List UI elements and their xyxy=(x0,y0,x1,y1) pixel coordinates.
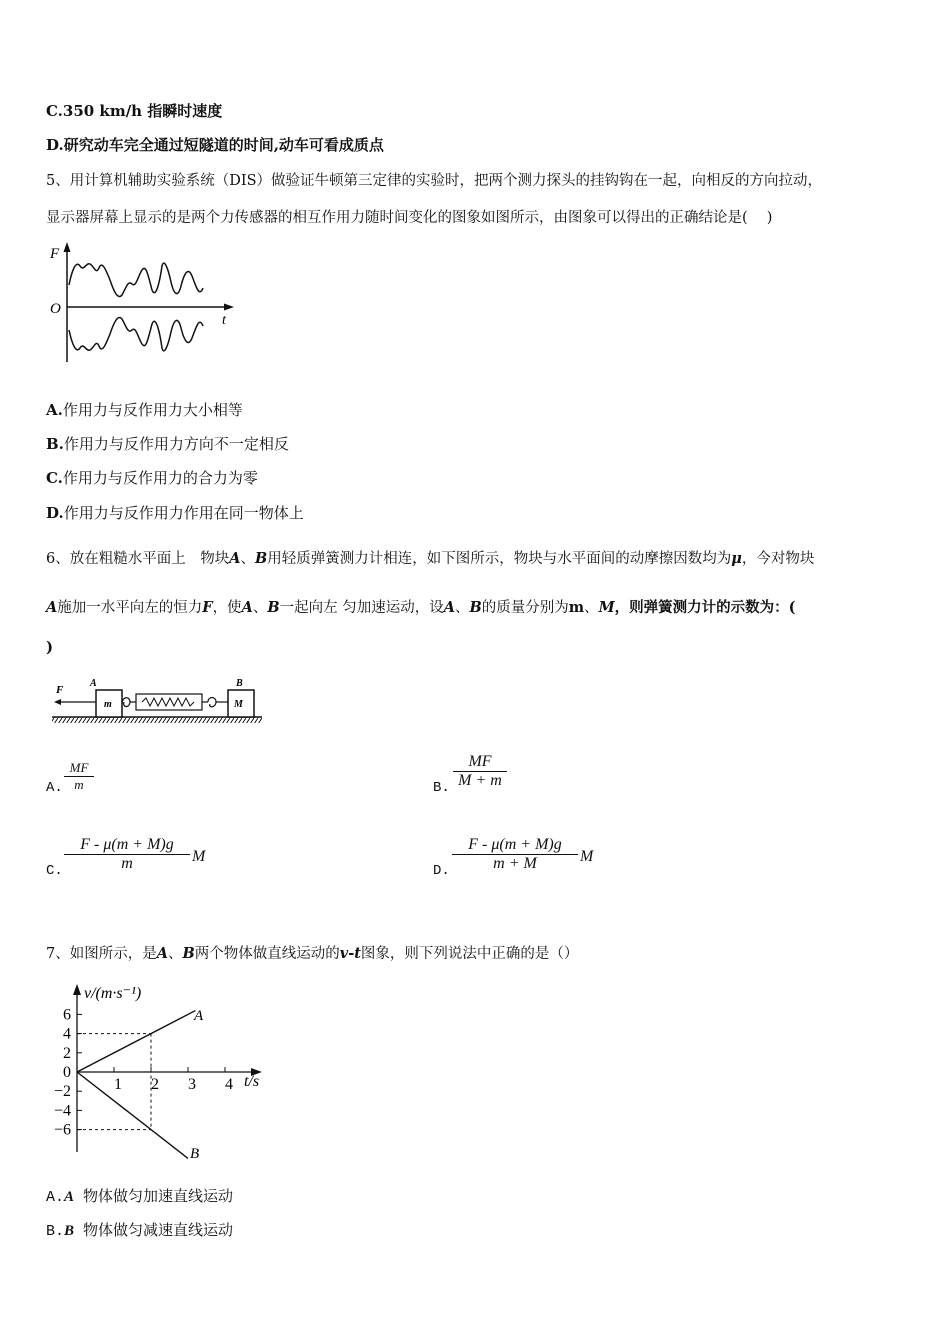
q6-stem-line1: 6、放在粗糙水平面上 物块A、B用轻质弹簧测力计相连，如下图所示，物块与水平面间的动摩擦因数均为μ，今对物块 xyxy=(46,550,815,567)
q6-block-b-mass: M xyxy=(234,699,243,710)
q5-origin-label: O xyxy=(50,301,61,317)
q6-option-a-fraction: MF m xyxy=(64,760,94,793)
q6-block-a-label: A xyxy=(90,678,97,689)
q7-y-tick-label: 0 xyxy=(63,1064,71,1081)
q4-option-d: D.研究动车完全通过短隧道的时间,动车可看成质点 xyxy=(46,136,384,154)
q6-option-a-label: A. xyxy=(46,780,63,796)
q7-y-tick-label: −2 xyxy=(53,1083,71,1101)
q7-y-tick-label: 4 xyxy=(63,1025,71,1043)
q6-block-a-mass: m xyxy=(104,699,112,710)
q7-vt-graph xyxy=(40,980,270,1160)
q7-y-tick-label: −4 xyxy=(53,1102,71,1120)
q7-series-a-line xyxy=(77,1011,195,1072)
q6-spring-figure xyxy=(50,676,270,726)
q5-option-d: D.作用力与反作用力作用在同一物体上 xyxy=(46,504,304,522)
q7-x-tick-label: 1 xyxy=(114,1076,122,1093)
q6-option-b-label: B. xyxy=(433,780,450,796)
q6-option-c-label: C. xyxy=(46,863,63,879)
q7-x-tick-label: 4 xyxy=(225,1076,233,1093)
q6-option-b-fraction: MF M + m xyxy=(453,753,507,790)
q6-option-c-multiplier: M xyxy=(192,848,206,865)
q6-option-d-multiplier: M xyxy=(580,848,594,865)
q5-option-c: C.作用力与反作用力的合力为零 xyxy=(46,469,258,487)
q7-y-axis-arrow xyxy=(73,984,81,995)
q4-option-c: C.350 km/h 指瞬时速度 xyxy=(46,102,223,120)
q6-stem-line2: A施加一水平向左的恒力F，使A、B一起向左 匀加速运动，设A、B的质量分别为m、M，则弹簧测力计的示数为：( xyxy=(46,599,796,616)
q7-y-tick-label: −6 xyxy=(53,1121,71,1139)
q7-option-b: B.B 物体做匀减速直线运动 xyxy=(46,1221,234,1240)
q5-y-axis-label: F xyxy=(50,246,60,262)
q6-block-b-label: B xyxy=(236,678,243,689)
q5-x-axis-label: t xyxy=(222,313,226,328)
q6-option-d-fraction: F - μ(m + M)g m + M xyxy=(452,836,578,873)
q7-x-tick-label: 3 xyxy=(188,1076,196,1093)
q5-stem-line1: 5、用计算机辅助实验系统（DIS）做验证牛顿第三定律的实验时，把两个测力探头的挂钩钩在一起，向相反的方向拉动， xyxy=(46,173,823,189)
q5-option-b: B.作用力与反作用力方向不一定相反 xyxy=(46,435,289,453)
q7-y-axis-label: v/(m·s⁻¹) xyxy=(84,985,142,1002)
q7-y-tick-label: 2 xyxy=(63,1044,71,1062)
q7-line-b-label: B xyxy=(190,1146,200,1162)
q7-series-b-line xyxy=(77,1072,188,1158)
q7-line-a-label: A xyxy=(194,1008,204,1024)
q5-force-curve-lower xyxy=(69,317,203,350)
q5-force-curve-upper xyxy=(69,263,203,296)
q5-stem-line2: 显示器屏幕上显示的是两个力传感器的相互作用力随时间变化的图象如图所示，由图象可以得出的正确结论是( ) xyxy=(46,210,773,226)
q6-option-d-label: D. xyxy=(433,863,450,879)
q6-spring-scale xyxy=(136,694,202,710)
q7-x-tick-label: 2 xyxy=(151,1076,159,1093)
q5-force-time-graph xyxy=(44,240,244,370)
q7-x-axis-label: t/s xyxy=(244,1073,260,1090)
q6-force-label: F xyxy=(56,684,64,696)
q7-y-tick-label: 6 xyxy=(63,1006,71,1024)
q7-option-a: A.A 物体做匀加速直线运动 xyxy=(46,1187,234,1206)
q6-option-c-fraction: F - μ(m + M)g m xyxy=(64,836,190,873)
q7-stem: 7、如图所示，是A、B两个物体做直线运动的v-t图象，则下列说法中正确的是（） xyxy=(46,945,579,962)
q6-stem-line3: ) xyxy=(46,638,54,656)
q5-option-a: A.作用力与反作用力大小相等 xyxy=(46,401,243,419)
